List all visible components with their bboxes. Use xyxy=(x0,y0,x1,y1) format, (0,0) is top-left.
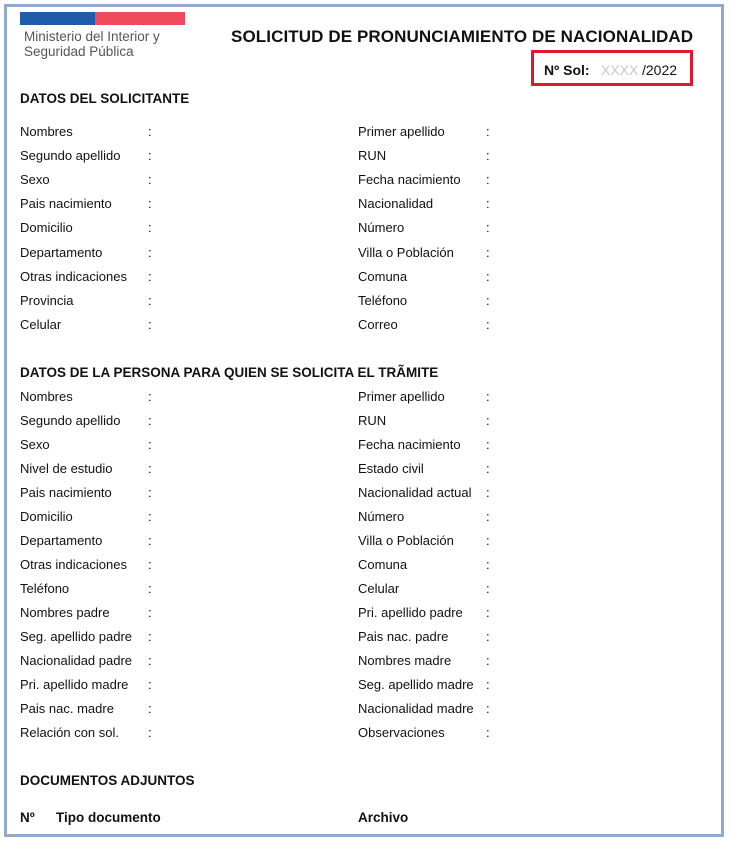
flag-blue-stripe xyxy=(20,12,95,25)
field-label: Domicilio xyxy=(20,509,73,524)
field-separator: : xyxy=(148,148,152,164)
field-row xyxy=(0,245,734,265)
field-row xyxy=(0,413,734,433)
field-separator: : xyxy=(148,172,152,188)
field-separator: : xyxy=(486,701,490,716)
field-label: Nacionalidad madre xyxy=(358,701,474,716)
field-separator: : xyxy=(148,677,152,692)
field-label: Pais nacimiento xyxy=(20,196,112,212)
field-separator: : xyxy=(486,725,490,740)
field-separator: : xyxy=(148,389,152,404)
field-label: Villa o Población xyxy=(358,533,454,548)
field-row xyxy=(0,485,734,505)
field-label: Nacionalidad actual xyxy=(358,485,472,500)
field-label: Villa o Población xyxy=(358,244,454,260)
field-label: Nivel de estudio xyxy=(20,461,113,476)
sol-number-mask: XXXX xyxy=(601,62,639,78)
field-separator: : xyxy=(486,220,490,236)
field-row xyxy=(0,317,734,337)
field-row xyxy=(0,269,734,289)
col-header-num: Nº xyxy=(20,810,35,825)
field-row xyxy=(0,677,734,697)
field-label: Nombres madre xyxy=(358,653,452,668)
field-separator: : xyxy=(148,461,152,476)
field-separator: : xyxy=(148,268,152,284)
field-separator: : xyxy=(148,220,152,236)
field-separator: : xyxy=(486,172,490,188)
field-label: Otras indicaciones xyxy=(20,268,127,284)
field-separator: : xyxy=(486,629,490,644)
field-separator: : xyxy=(486,413,490,428)
field-separator: : xyxy=(148,725,152,740)
field-separator: : xyxy=(148,533,152,548)
field-row xyxy=(0,196,734,216)
col-header-tipo: Tipo documento xyxy=(56,810,161,825)
field-row xyxy=(0,172,734,192)
field-row xyxy=(0,389,734,409)
sol-number-box xyxy=(531,50,693,86)
field-label: Seg. apellido padre xyxy=(20,629,133,644)
field-row xyxy=(0,725,734,745)
field-separator: : xyxy=(486,485,490,500)
field-label: Segundo apellido xyxy=(20,148,121,164)
field-separator: : xyxy=(148,485,152,500)
field-separator: : xyxy=(148,701,152,716)
field-row xyxy=(0,148,734,168)
field-label: Seg. apellido madre xyxy=(358,677,474,692)
page-title: SOLICITUD DE PRONUNCIAMIENTO DE NACIONALIDAD xyxy=(231,27,694,46)
field-separator: : xyxy=(486,461,490,476)
field-label: Relación con sol. xyxy=(20,725,119,740)
field-separator: : xyxy=(486,292,490,308)
section-title-documentos: DOCUMENTOS ADJUNTOS xyxy=(20,773,195,788)
field-label: Número xyxy=(358,509,405,524)
field-label: Nombres xyxy=(20,389,73,404)
field-separator: : xyxy=(148,581,152,596)
field-separator: : xyxy=(148,316,152,332)
field-separator: : xyxy=(486,268,490,284)
ministry-line-2: Seguridad Pública xyxy=(24,44,134,59)
field-separator: : xyxy=(486,677,490,692)
field-label: Domicilio xyxy=(20,220,73,236)
field-label: Sexo xyxy=(20,437,50,452)
field-separator: : xyxy=(486,557,490,572)
field-label: Provincia xyxy=(20,292,74,308)
field-separator: : xyxy=(148,437,152,452)
field-label: Primer apellido xyxy=(358,124,445,139)
col-header-archivo: Archivo xyxy=(358,810,409,825)
field-label: Nombres padre xyxy=(20,605,110,620)
field-row xyxy=(0,653,734,673)
field-row xyxy=(0,509,734,529)
field-separator: : xyxy=(148,413,152,428)
field-label: RUN xyxy=(358,148,387,164)
field-row xyxy=(0,533,734,553)
field-label: Fecha nacimiento xyxy=(358,172,461,188)
section-title-solicitante: DATOS DEL SOLICITANTE xyxy=(20,91,190,106)
field-label: Sexo xyxy=(20,172,50,188)
field-separator: : xyxy=(148,629,152,644)
field-label: Comuna xyxy=(358,557,408,572)
field-label: Pais nacimiento xyxy=(20,485,112,500)
field-separator: : xyxy=(148,244,152,260)
field-separator: : xyxy=(486,389,490,404)
field-label: Pri. apellido madre xyxy=(20,677,129,692)
field-separator: : xyxy=(148,557,152,572)
field-label: Primer apellido xyxy=(358,389,445,404)
field-label: Nombres xyxy=(20,124,73,139)
field-label: Departamento xyxy=(20,533,103,548)
field-label: Pais nac. madre xyxy=(20,701,114,716)
field-row xyxy=(0,557,734,577)
field-label: Teléfono xyxy=(358,292,408,308)
field-label: Celular xyxy=(358,581,400,596)
field-separator: : xyxy=(148,509,152,524)
sol-number-year: /2022 xyxy=(642,62,678,78)
field-label: Departamento xyxy=(20,244,103,260)
field-label: Correo xyxy=(358,316,398,332)
gov-flag-logo xyxy=(20,12,185,25)
field-label: Comuna xyxy=(358,268,408,284)
field-row xyxy=(0,629,734,649)
field-label: Número xyxy=(358,220,405,236)
field-label: Teléfono xyxy=(20,581,70,596)
field-row xyxy=(0,461,734,481)
field-separator: : xyxy=(486,244,490,260)
field-separator: : xyxy=(148,653,152,668)
field-label: Observaciones xyxy=(358,725,445,740)
field-row xyxy=(0,581,734,601)
field-separator: : xyxy=(486,316,490,332)
field-label: RUN xyxy=(358,413,387,428)
field-label: Pais nac. padre xyxy=(358,629,449,644)
field-row xyxy=(0,605,734,625)
field-separator: : xyxy=(486,437,490,452)
field-separator: : xyxy=(148,196,152,212)
field-row xyxy=(0,124,734,144)
field-separator: : xyxy=(148,124,152,139)
field-separator: : xyxy=(486,509,490,524)
field-row xyxy=(0,437,734,457)
field-separator: : xyxy=(486,196,490,212)
field-separator: : xyxy=(148,292,152,308)
field-separator: : xyxy=(486,605,490,620)
field-row xyxy=(0,293,734,313)
field-separator: : xyxy=(486,581,490,596)
field-label: Estado civil xyxy=(358,461,424,476)
section-title-persona: DATOS DE LA PERSONA PARA QUIEN SE SOLICITA EL TRÃMITE xyxy=(20,365,439,380)
field-separator: : xyxy=(486,533,490,548)
field-label: Nacionalidad padre xyxy=(20,653,133,668)
field-label: Celular xyxy=(20,316,62,332)
field-label: Otras indicaciones xyxy=(20,557,127,572)
field-row xyxy=(0,220,734,240)
ministry-name xyxy=(24,29,160,59)
field-separator: : xyxy=(486,124,490,139)
field-row xyxy=(0,701,734,721)
field-separator: : xyxy=(148,605,152,620)
flag-red-stripe xyxy=(95,12,185,25)
field-label: Fecha nacimiento xyxy=(358,437,461,452)
field-separator: : xyxy=(486,148,490,164)
field-separator: : xyxy=(486,653,490,668)
sol-number-label: Nº Sol: xyxy=(544,62,590,78)
ministry-line-1: Ministerio del Interior y xyxy=(24,29,160,44)
field-label: Segundo apellido xyxy=(20,413,121,428)
field-label: Pri. apellido padre xyxy=(358,605,463,620)
field-label: Nacionalidad xyxy=(358,196,434,212)
